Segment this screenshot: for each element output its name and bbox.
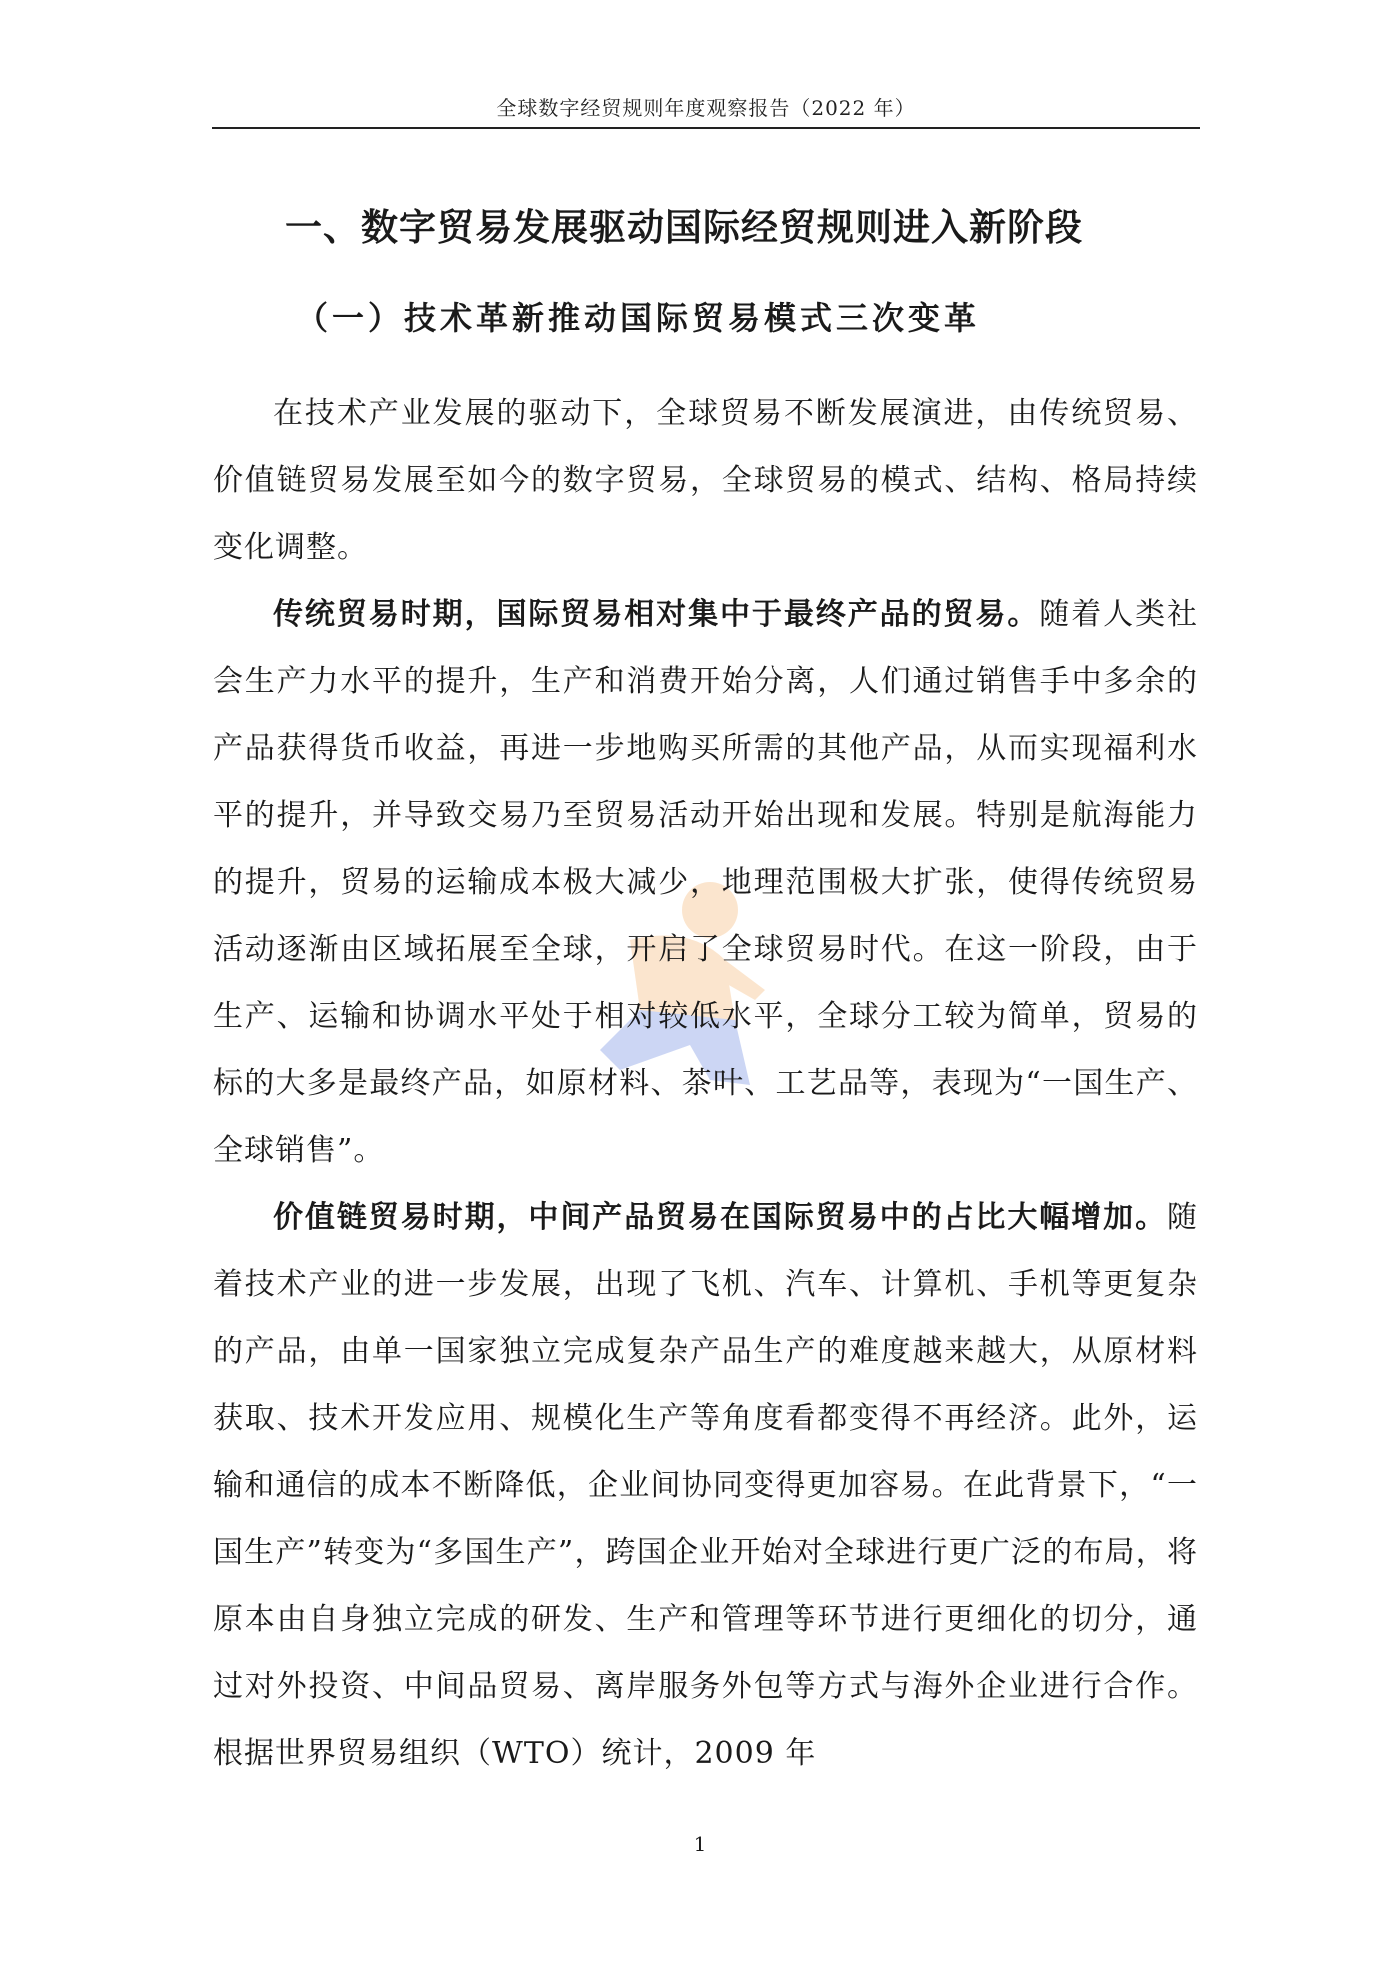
- paragraph-3-text: 随着技术产业的进一步发展，出现了飞机、汽车、计算机、手机等更复杂的产品，由单一国家独立完成复杂产品生产的难度越来越大，从原材料获取、技术开发应用、规模化生产等角度看都变得不再经济。此外，运输和通信的成本不断降低，企业间协同变得更加容易。在此背景下，“一国生产”转变为“多国生产”，跨国企业开始对全球进行更广泛的布局，将原本由自身独立完成的研发、生产和管理等环节进行更细化的切分，通过对外投资、中间品贸易、离岸服务外包等方式与海外企业进行合作。根据世界贸易组织（WTO）统计，2009 年: [213, 1200, 1198, 1771]
- body-text: [213, 380, 1198, 1787]
- paragraph-3-lead: 价值链贸易时期，中间产品贸易在国际贸易中的占比大幅增加。: [273, 1200, 1167, 1235]
- section-heading: 一、数字贸易发展驱动国际经贸规则进入新阶段: [285, 206, 1083, 249]
- paragraph-2-lead: 传统贸易时期，国际贸易相对集中于最终产品的贸易。: [273, 597, 1040, 632]
- header-rule: [212, 127, 1200, 129]
- paragraph-3: [213, 1184, 1198, 1787]
- paragraph-1: [213, 380, 1198, 581]
- paragraph-1-text: 在技术产业发展的驱动下，全球贸易不断发展演进，由传统贸易、价值链贸易发展至如今的数字贸易，全球贸易的模式、结构、格局持续变化调整。: [213, 396, 1198, 565]
- running-header: 全球数字经贸规则年度观察报告（2022 年）: [496, 96, 916, 120]
- paragraph-2-text: 随着人类社会生产力水平的提升，生产和消费开始分离，人们通过销售手中多余的产品获得货币收益，再进一步地购买所需的其他产品，从而实现福利水平的提升，并导致交易乃至贸易活动开始出现和发展。特别是航海能力的提升，贸易的运输成本极大减少，地理范围极大扩张，使得传统贸易活动逐渐由区域拓展至全球，开启了全球贸易时代。在这一阶段，由于生产、运输和协调水平处于相对较低水平，全球分工较为简单，贸易的标的大多是最终产品，如原材料、茶叶、工艺品等，表现为“一国生产、全球销售”。: [213, 597, 1199, 1168]
- paragraph-2: [213, 581, 1198, 1184]
- page-number: 1: [693, 1832, 707, 1856]
- subsection-heading: （一）技术革新推动国际贸易模式三次变革: [296, 299, 981, 337]
